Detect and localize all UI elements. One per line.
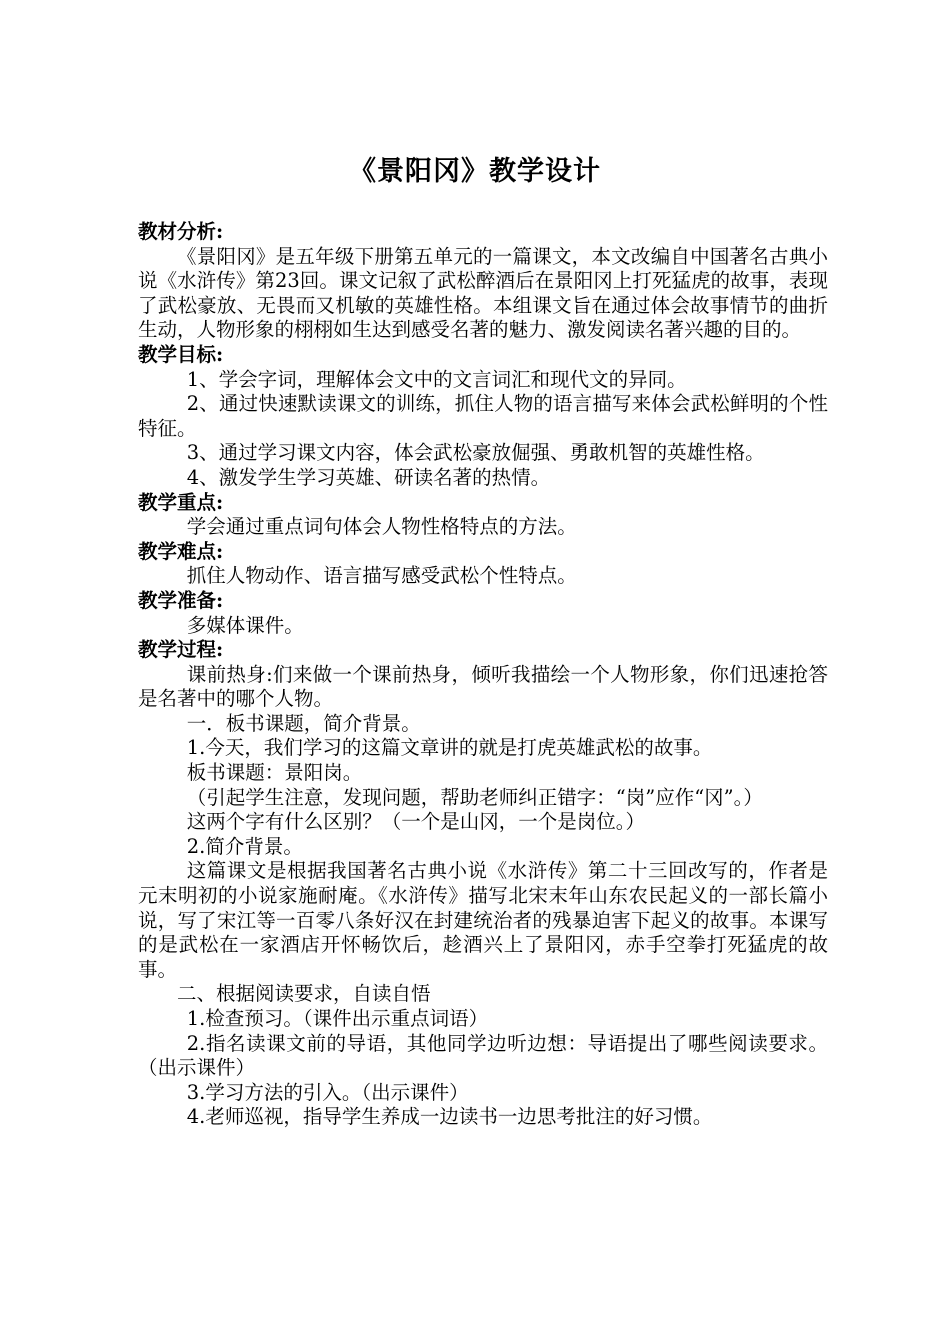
warmup-text: 课前热身:们来做一个课前热身，倾听我描绘一个人物形象，你们迅速抢答是名著中的哪个人物。 [138,662,828,711]
goal-item: 2、通过快速默读课文的训练，抓住人物的语言描写来体会武松鲜明的个性特征。 [138,392,828,440]
analysis-heading: 教材分析: [138,220,224,243]
goal-item: 1、学会字词，理解体会文中的文言词汇和现代文的异同。 [186,367,687,391]
step2-item: 4.老师巡视，指导学生养成一边读书一边思考批注的好习惯。 [186,1105,713,1129]
background-text: 这篇课文是根据我国著名古典小说《水浒传》第二十三回改写的，作者是元末明初的小说家施耐庵。《水浒传》描写北宋末年山东农民起义的一部长篇小说，写了宋江等一百零八条好汉在封建统治者的残暴迫害下起义的故事。本课写的是武松在一家酒店开怀畅饮后，趁酒兴上了景阳冈，赤手空拳打死猛虎的故事。 [138,859,828,981]
step1-question: 这两个字有什么区别？（一个是山冈，一个是岗位。） [186,810,646,834]
step1-note: （引起学生注意，发现问题，帮助老师纠正错字：“岗”应作“冈”。） [186,785,763,809]
step1-item: 2.简介背景。 [186,834,303,858]
step1-board: 板书课题：景阳岗。 [186,761,363,785]
document-body [138,220,828,1130]
key-points-text: 学会通过重点词句体会人物性格特点的方法。 [186,515,577,539]
goal-item: 4、激发学生学习英雄、研读名著的热情。 [186,465,551,489]
difficulties-text: 抓住人物动作、语言描写感受武松个性特点。 [186,564,577,588]
step2-item: 3.学习方法的引入。（出示课件） [186,1080,469,1104]
step1-item: 1.今天，我们学习的这篇文章讲的就是打虎英雄武松的故事。 [186,736,713,760]
goal-item: 3、通过学习课文内容，体会武松豪放倔强、勇敢机智的英雄性格。 [186,441,765,465]
step2-item: 2.指名读课文前的导语，其他同学边听边想：导语提出了哪些阅读要求。（出示课件） [138,1031,828,1080]
analysis-text: 《景阳冈》是五年级下册第五单元的一篇课文，本文改编自中国著名古典小说《水浒传》第23回。课文记叙了武松醉酒后在景阳冈上打死猛虎的故事，表现了武松豪放、无畏而又机敏的英雄性格。本组课文旨在通过体会故事情节的曲折生动，人物形象的栩栩如生达到感受名著的魅力、激发阅读名著兴趣的目的。 [138,244,828,342]
step2-title: 二、根据阅读要求，自读自悟 [177,982,431,1006]
step2-item: 1.检查预习。（课件出示重点词语） [186,1007,489,1030]
page-title: 《景阳冈》教学设计 [349,156,601,187]
key-points-heading: 教学重点: [138,490,224,514]
goals-heading: 教学目标: [138,342,224,366]
process-heading: 教学过程: [138,638,224,662]
step1-title: 一．板书课题，简介背景。 [186,711,421,735]
difficulties-heading: 教学难点: [138,539,224,563]
preparation-heading: 教学准备: [138,588,224,612]
preparation-text: 多媒体课件。 [186,613,304,637]
